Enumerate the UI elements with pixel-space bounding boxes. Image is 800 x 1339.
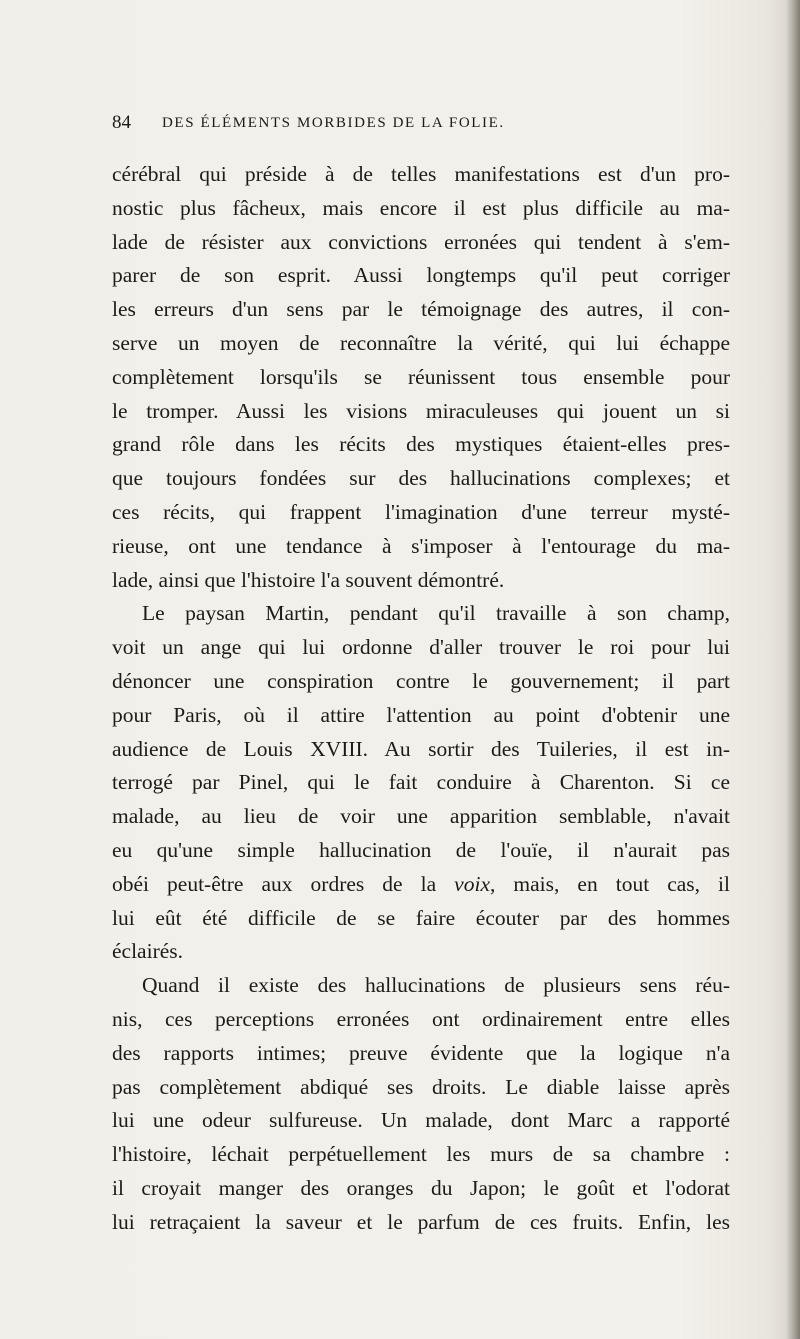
text-line: des rapports intimes; preuve évidente que la logique n'a — [112, 1040, 730, 1065]
text-line: dénoncer une conspiration contre le gouvernement; il part — [112, 668, 730, 693]
italic-word: voix — [454, 871, 490, 896]
text-line: lade, ainsi que l'histoire l'a souvent démontré. — [112, 567, 505, 592]
text-line-segment: obéi peut-être aux ordres de la — [112, 871, 437, 896]
paragraph-start-line: Le paysan Martin, pendant qu'il travaille à son champ, — [142, 601, 730, 626]
text-line: serve un moyen de reconnaître la vérité, qui lui échappe — [112, 330, 730, 355]
text-line: parer de son esprit. Aussi longtemps qu'il peut corriger — [112, 263, 730, 288]
page-header — [112, 112, 732, 142]
text-line: les erreurs d'un sens par le témoignage des autres, il con- — [112, 297, 730, 322]
text-line: cérébral qui préside à de telles manifestations est d'un pro- — [112, 162, 730, 186]
text-line: l'histoire, léchait perpétuellement les murs de sa chambre : — [112, 1142, 730, 1167]
text-line: audience de Louis XVIII. Au sortir des Tuileries, il est in- — [112, 736, 730, 761]
text-line-with-italic — [112, 868, 730, 902]
text-line: malade, au lieu de voir une apparition semblable, n'avait — [112, 804, 730, 829]
text-line: nis, ces perceptions erronées ont ordinairement entre elles — [112, 1006, 730, 1031]
text-line-segment: , mais, en tout cas, il — [489, 871, 730, 896]
text-line: pas complètement abdiqué ses droits. Le diable laisse après — [112, 1074, 730, 1099]
text-line: rieuse, ont une tendance à s'imposer à l'entourage du ma- — [112, 533, 730, 558]
text-line: grand rôle dans les récits des mystiques étaient-elles pres- — [112, 432, 730, 457]
text-line: le tromper. Aussi les visions miraculeuses qui jouent un si — [112, 398, 730, 423]
text-line: voit un ange qui lui ordonne d'aller trouver le roi pour lui — [112, 635, 730, 660]
text-line: il croyait manger des oranges du Japon; le goût et l'odorat — [112, 1175, 730, 1200]
text-line: éclairés. — [112, 939, 184, 964]
text-line: lui eût été difficile de se faire écouter par des hommes — [112, 905, 730, 930]
paragraph-start-line: Quand il existe des hallucinations de plusieurs sens réu- — [142, 973, 730, 998]
text-line: lui retraçaient la saveur et le parfum de ces fruits. Enfin, les — [112, 1209, 730, 1234]
running-head: DES ÉLÉMENTS MORBIDES DE LA FOLIE. — [162, 115, 505, 131]
text-line: pour Paris, où il attire l'attention au point d'obtenir une — [112, 702, 730, 727]
text-line: eu qu'une simple hallucination de l'ouïe, il n'aurait pas — [112, 837, 730, 862]
text-line: que toujours fondées sur des hallucinations complexes; et — [112, 466, 730, 491]
text-line: lade de résister aux convictions erronées qui tendent à s'em- — [112, 229, 730, 254]
text-line: terrogé par Pinel, qui le fait conduire à Charenton. Si ce — [112, 770, 730, 795]
page-edge-shadow — [786, 0, 800, 1339]
text-line: ces récits, qui frappent l'imagination d'une terreur mysté- — [112, 499, 730, 524]
text-line: complètement lorsqu'ils se réunissent tous ensemble pour — [112, 364, 730, 389]
text-line: nostic plus fâcheux, mais encore il est plus difficile au ma- — [112, 195, 730, 220]
page-number: 84 — [112, 112, 131, 133]
body-text — [112, 158, 730, 1240]
text-line: lui une odeur sulfureuse. Un malade, dont Marc a rapporté — [112, 1108, 730, 1133]
